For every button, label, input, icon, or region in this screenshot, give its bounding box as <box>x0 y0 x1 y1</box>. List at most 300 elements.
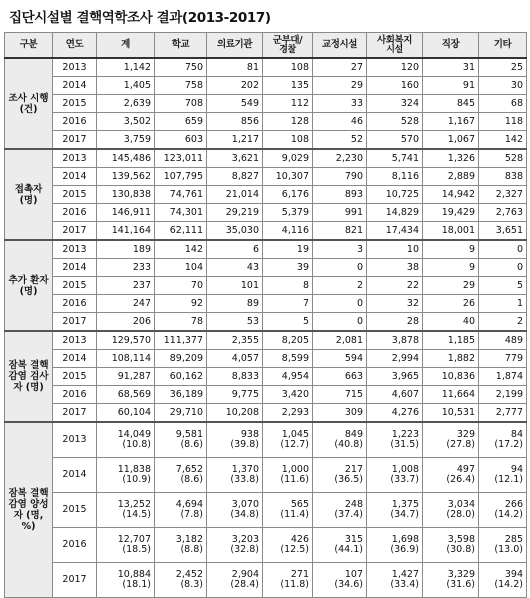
value-cell: 130,838 <box>97 186 155 204</box>
count-value: 1,223 <box>391 429 419 440</box>
value-cell: 10,725 <box>367 186 423 204</box>
table-row <box>5 259 527 277</box>
value-cell: 10,208 <box>207 404 263 423</box>
column-header-label: 교정시설 <box>321 39 358 50</box>
value-cell: 160 <box>367 77 423 95</box>
value-cell <box>207 422 263 458</box>
value-cell <box>479 528 527 563</box>
value-cell: 603 <box>155 131 207 150</box>
percent-value: (30.8) <box>446 544 475 555</box>
value-cell: 29 <box>423 277 479 295</box>
value-cell: 141,164 <box>97 222 155 241</box>
count-value: 7,652 <box>175 464 203 475</box>
value-cell: 53 <box>207 313 263 332</box>
value-cell: 845 <box>423 95 479 113</box>
percent-value: (14.2) <box>494 579 523 590</box>
value-cell <box>367 422 423 458</box>
section-label: 추가 환자 (명) <box>5 240 53 331</box>
year-cell: 2017 <box>53 313 97 332</box>
value-cell: 31 <box>423 58 479 77</box>
value-cell: 309 <box>313 404 367 423</box>
year-cell: 2013 <box>53 331 97 350</box>
column-header-label: 구분 <box>19 39 38 50</box>
percent-value: (11.8) <box>280 579 309 590</box>
percent-value: (33.7) <box>390 474 419 485</box>
percent-value: (8.6) <box>180 439 203 450</box>
value-cell: 89 <box>207 295 263 313</box>
percent-value: (34.8) <box>230 509 259 520</box>
value-cell <box>263 493 313 528</box>
table-row <box>5 277 527 295</box>
table-section <box>5 331 527 422</box>
column-header-label-line2: 시설 <box>386 44 403 55</box>
value-cell: 2,355 <box>207 331 263 350</box>
value-cell: 1,326 <box>423 149 479 168</box>
value-cell <box>479 493 527 528</box>
count-value: 2,452 <box>175 569 203 580</box>
value-cell: 5,379 <box>263 204 313 222</box>
count-value: 849 <box>344 429 363 440</box>
count-value: 271 <box>290 569 309 580</box>
value-cell <box>97 528 155 563</box>
year-cell: 2014 <box>53 350 97 368</box>
value-cell <box>207 563 263 598</box>
table-section <box>5 240 527 331</box>
value-cell: 38 <box>367 259 423 277</box>
count-value: 1,045 <box>281 429 309 440</box>
percent-value: (44.1) <box>334 544 363 555</box>
year-cell: 2017 <box>53 131 97 150</box>
count-value: 497 <box>456 464 475 475</box>
column-header-label: 사회복지 <box>376 34 413 46</box>
value-cell: 8,833 <box>207 368 263 386</box>
value-cell: 715 <box>313 386 367 404</box>
count-value: 84 <box>510 429 523 440</box>
column-header <box>207 33 263 59</box>
value-cell: 10,531 <box>423 404 479 423</box>
year-cell: 2016 <box>53 113 97 131</box>
value-cell <box>263 422 313 458</box>
year-cell: 2013 <box>53 422 97 458</box>
value-cell: 2 <box>479 313 527 332</box>
table-header <box>5 33 527 59</box>
percent-value: (33.8) <box>230 474 259 485</box>
percent-value: (11.4) <box>280 509 309 520</box>
value-cell <box>97 493 155 528</box>
year-cell: 2014 <box>53 168 97 186</box>
count-value: 94 <box>510 464 523 475</box>
year-cell: 2017 <box>53 563 97 598</box>
value-cell <box>97 563 155 598</box>
value-cell: 52 <box>313 131 367 150</box>
value-cell: 9,029 <box>263 149 313 168</box>
count-value: 1,000 <box>281 464 309 475</box>
column-header-label: 학교 <box>171 39 190 50</box>
value-cell: 118 <box>479 113 527 131</box>
value-cell: 10,836 <box>423 368 479 386</box>
section-label: 조사 시행 (건) <box>5 58 53 149</box>
value-cell <box>155 528 207 563</box>
count-value: 266 <box>504 499 523 510</box>
value-cell: 4,607 <box>367 386 423 404</box>
value-cell <box>263 528 313 563</box>
count-value: 4,694 <box>175 499 203 510</box>
value-cell: 0 <box>479 259 527 277</box>
value-cell: 2,889 <box>423 168 479 186</box>
value-cell: 2,763 <box>479 204 527 222</box>
table-row <box>5 368 527 386</box>
count-value: 315 <box>344 534 363 545</box>
value-cell: 104 <box>155 259 207 277</box>
table-row <box>5 422 527 458</box>
value-cell: 43 <box>207 259 263 277</box>
year-cell: 2013 <box>53 240 97 259</box>
column-header-label: 의료기관 <box>216 39 253 50</box>
year-cell: 2015 <box>53 493 97 528</box>
value-cell: 1,874 <box>479 368 527 386</box>
value-cell: 821 <box>313 222 367 241</box>
percent-value: (10.8) <box>122 439 151 450</box>
value-cell: 108,114 <box>97 350 155 368</box>
count-value: 9,581 <box>175 429 203 440</box>
value-cell: 3,502 <box>97 113 155 131</box>
year-cell: 2016 <box>53 295 97 313</box>
percent-value: (12.5) <box>280 544 309 555</box>
value-cell: 60,162 <box>155 368 207 386</box>
value-cell: 4,276 <box>367 404 423 423</box>
value-cell: 2,994 <box>367 350 423 368</box>
value-cell: 135 <box>263 77 313 95</box>
value-cell: 2,081 <box>313 331 367 350</box>
value-cell: 1 <box>479 295 527 313</box>
value-cell: 6,176 <box>263 186 313 204</box>
count-value: 3,598 <box>447 534 475 545</box>
percent-value: (34.7) <box>390 509 419 520</box>
value-cell: 779 <box>479 350 527 368</box>
value-cell <box>479 458 527 493</box>
value-cell: 2,327 <box>479 186 527 204</box>
column-header <box>155 33 207 59</box>
value-cell: 1,185 <box>423 331 479 350</box>
value-cell: 74,761 <box>155 186 207 204</box>
value-cell <box>423 422 479 458</box>
value-cell: 0 <box>313 259 367 277</box>
value-cell <box>97 458 155 493</box>
value-cell: 324 <box>367 95 423 113</box>
value-cell: 101 <box>207 277 263 295</box>
percent-value: (40.8) <box>334 439 363 450</box>
value-cell <box>313 493 367 528</box>
value-cell: 9,775 <box>207 386 263 404</box>
value-cell: 108 <box>263 131 313 150</box>
table-row <box>5 404 527 423</box>
value-cell: 8 <box>263 277 313 295</box>
table-row <box>5 149 527 168</box>
percent-value: (18.1) <box>122 579 151 590</box>
count-value: 3,182 <box>175 534 203 545</box>
percent-value: (26.4) <box>446 474 475 485</box>
value-cell: 14,942 <box>423 186 479 204</box>
value-cell: 0 <box>313 313 367 332</box>
table-row <box>5 186 527 204</box>
count-value: 14,049 <box>117 429 151 440</box>
value-cell: 9 <box>423 240 479 259</box>
value-cell: 78 <box>155 313 207 332</box>
value-cell: 91 <box>423 77 479 95</box>
percent-value: (36.9) <box>390 544 419 555</box>
percent-value: (28.4) <box>230 579 259 590</box>
value-cell <box>155 458 207 493</box>
value-cell: 856 <box>207 113 263 131</box>
count-value: 1,698 <box>391 534 419 545</box>
column-header-label: 계 <box>121 39 130 50</box>
value-cell: 36,189 <box>155 386 207 404</box>
value-cell: 128 <box>263 113 313 131</box>
value-cell: 2 <box>313 277 367 295</box>
year-cell: 2015 <box>53 277 97 295</box>
value-cell: 5 <box>479 277 527 295</box>
value-cell <box>155 422 207 458</box>
value-cell <box>423 528 479 563</box>
value-cell <box>423 458 479 493</box>
value-cell: 123,011 <box>155 149 207 168</box>
count-value: 11,838 <box>117 464 151 475</box>
value-cell <box>155 563 207 598</box>
value-cell: 5 <box>263 313 313 332</box>
value-cell: 893 <box>313 186 367 204</box>
value-cell: 146,911 <box>97 204 155 222</box>
value-cell: 594 <box>313 350 367 368</box>
percent-value: (11.6) <box>280 474 309 485</box>
value-cell: 7 <box>263 295 313 313</box>
value-cell: 1,067 <box>423 131 479 150</box>
value-cell: 60,104 <box>97 404 155 423</box>
value-cell: 758 <box>155 77 207 95</box>
value-cell: 3,878 <box>367 331 423 350</box>
value-cell: 3,965 <box>367 368 423 386</box>
value-cell <box>367 458 423 493</box>
count-value: 426 <box>290 534 309 545</box>
year-cell: 2015 <box>53 368 97 386</box>
value-cell: 74,301 <box>155 204 207 222</box>
value-cell: 62,111 <box>155 222 207 241</box>
table-row <box>5 131 527 150</box>
count-value: 3,070 <box>231 499 259 510</box>
value-cell: 28 <box>367 313 423 332</box>
value-cell: 10,307 <box>263 168 313 186</box>
value-cell: 107,795 <box>155 168 207 186</box>
table-row <box>5 204 527 222</box>
value-cell: 1,405 <box>97 77 155 95</box>
value-cell: 35,030 <box>207 222 263 241</box>
year-cell: 2017 <box>53 222 97 241</box>
column-header <box>423 33 479 59</box>
count-value: 329 <box>456 429 475 440</box>
percent-value: (39.8) <box>230 439 259 450</box>
percent-value: (8.8) <box>180 544 203 555</box>
value-cell: 2,777 <box>479 404 527 423</box>
value-cell: 247 <box>97 295 155 313</box>
year-cell: 2017 <box>53 404 97 423</box>
percent-value: (33.4) <box>390 579 419 590</box>
value-cell: 4,116 <box>263 222 313 241</box>
table-row <box>5 222 527 241</box>
column-header-label: 직장 <box>441 39 460 50</box>
value-cell: 19,429 <box>423 204 479 222</box>
value-cell: 708 <box>155 95 207 113</box>
percent-value: (14.5) <box>122 509 151 520</box>
value-cell <box>423 493 479 528</box>
value-cell: 3,651 <box>479 222 527 241</box>
count-value: 10,884 <box>117 569 151 580</box>
percent-value: (7.8) <box>180 509 203 520</box>
value-cell: 32 <box>367 295 423 313</box>
percent-value: (8.3) <box>180 579 203 590</box>
value-cell: 18,001 <box>423 222 479 241</box>
value-cell <box>207 458 263 493</box>
value-cell: 8,599 <box>263 350 313 368</box>
table-row <box>5 58 527 77</box>
count-value: 938 <box>240 429 259 440</box>
value-cell: 2,199 <box>479 386 527 404</box>
count-value: 565 <box>290 499 309 510</box>
percent-value: (12.7) <box>280 439 309 450</box>
value-cell: 139,562 <box>97 168 155 186</box>
value-cell: 68,569 <box>97 386 155 404</box>
value-cell: 0 <box>313 295 367 313</box>
count-value: 2,904 <box>231 569 259 580</box>
percent-value: (36.5) <box>334 474 363 485</box>
value-cell: 1,167 <box>423 113 479 131</box>
year-cell: 2016 <box>53 386 97 404</box>
count-value: 1,427 <box>391 569 419 580</box>
tuberculosis-survey-table <box>4 32 527 598</box>
table-row <box>5 458 527 493</box>
count-value: 3,034 <box>447 499 475 510</box>
percent-value: (31.5) <box>390 439 419 450</box>
value-cell: 89,209 <box>155 350 207 368</box>
value-cell: 663 <box>313 368 367 386</box>
column-header <box>5 33 53 59</box>
value-cell: 27 <box>313 58 367 77</box>
value-cell: 17,434 <box>367 222 423 241</box>
value-cell: 528 <box>367 113 423 131</box>
value-cell: 6 <box>207 240 263 259</box>
value-cell: 129,570 <box>97 331 155 350</box>
year-cell: 2013 <box>53 149 97 168</box>
value-cell: 92 <box>155 295 207 313</box>
value-cell <box>263 563 313 598</box>
value-cell: 10 <box>367 240 423 259</box>
table-row <box>5 386 527 404</box>
value-cell: 3,621 <box>207 149 263 168</box>
column-header <box>479 33 527 59</box>
value-cell: 4,954 <box>263 368 313 386</box>
value-cell <box>313 563 367 598</box>
count-value: 248 <box>344 499 363 510</box>
value-cell: 0 <box>479 240 527 259</box>
percent-value: (32.8) <box>230 544 259 555</box>
percent-value: (28.0) <box>446 509 475 520</box>
value-cell: 11,664 <box>423 386 479 404</box>
table-section <box>5 422 527 598</box>
value-cell: 33 <box>313 95 367 113</box>
value-cell <box>313 422 367 458</box>
table-row <box>5 313 527 332</box>
value-cell <box>207 493 263 528</box>
value-cell: 29,710 <box>155 404 207 423</box>
value-cell: 108 <box>263 58 313 77</box>
value-cell: 233 <box>97 259 155 277</box>
table-row <box>5 331 527 350</box>
value-cell: 528 <box>479 149 527 168</box>
value-cell: 112 <box>263 95 313 113</box>
value-cell <box>367 563 423 598</box>
column-header <box>313 33 367 59</box>
value-cell: 2,293 <box>263 404 313 423</box>
value-cell: 838 <box>479 168 527 186</box>
table-title: 집단시설별 결핵역학조사 결과(2013-2017) <box>9 10 271 26</box>
column-header <box>53 33 97 59</box>
percent-value: (18.5) <box>122 544 151 555</box>
value-cell: 145,486 <box>97 149 155 168</box>
value-cell: 29 <box>313 77 367 95</box>
count-value: 1,008 <box>391 464 419 475</box>
value-cell: 1,882 <box>423 350 479 368</box>
count-value: 3,203 <box>231 534 259 545</box>
value-cell <box>367 528 423 563</box>
value-cell: 4,057 <box>207 350 263 368</box>
column-header <box>263 33 313 59</box>
count-value: 285 <box>504 534 523 545</box>
value-cell: 91,287 <box>97 368 155 386</box>
count-value: 394 <box>504 569 523 580</box>
value-cell: 1,142 <box>97 58 155 77</box>
value-cell: 991 <box>313 204 367 222</box>
column-header <box>367 33 423 59</box>
column-header-label: 연도 <box>65 39 84 50</box>
value-cell <box>207 528 263 563</box>
percent-value: (12.1) <box>494 474 523 485</box>
value-cell <box>367 493 423 528</box>
value-cell: 70 <box>155 277 207 295</box>
percent-value: (13.0) <box>494 544 523 555</box>
value-cell <box>155 493 207 528</box>
value-cell: 8,205 <box>263 331 313 350</box>
percent-value: (37.4) <box>334 509 363 520</box>
table-row <box>5 350 527 368</box>
section-label: 잠복 결핵 감염 검사자 (명) <box>5 331 53 422</box>
table-row <box>5 563 527 598</box>
value-cell: 549 <box>207 95 263 113</box>
column-header-label: 기타 <box>493 39 512 50</box>
count-value: 1,370 <box>231 464 259 475</box>
year-cell: 2014 <box>53 259 97 277</box>
value-cell: 237 <box>97 277 155 295</box>
percent-value: (31.6) <box>446 579 475 590</box>
year-cell: 2015 <box>53 95 97 113</box>
value-cell <box>97 422 155 458</box>
column-header-label-line2: 경찰 <box>279 44 296 55</box>
value-cell: 3,420 <box>263 386 313 404</box>
count-value: 12,707 <box>117 534 151 545</box>
value-cell <box>479 422 527 458</box>
value-cell: 120 <box>367 58 423 77</box>
value-cell: 46 <box>313 113 367 131</box>
year-cell: 2015 <box>53 186 97 204</box>
value-cell: 206 <box>97 313 155 332</box>
table-row <box>5 528 527 563</box>
